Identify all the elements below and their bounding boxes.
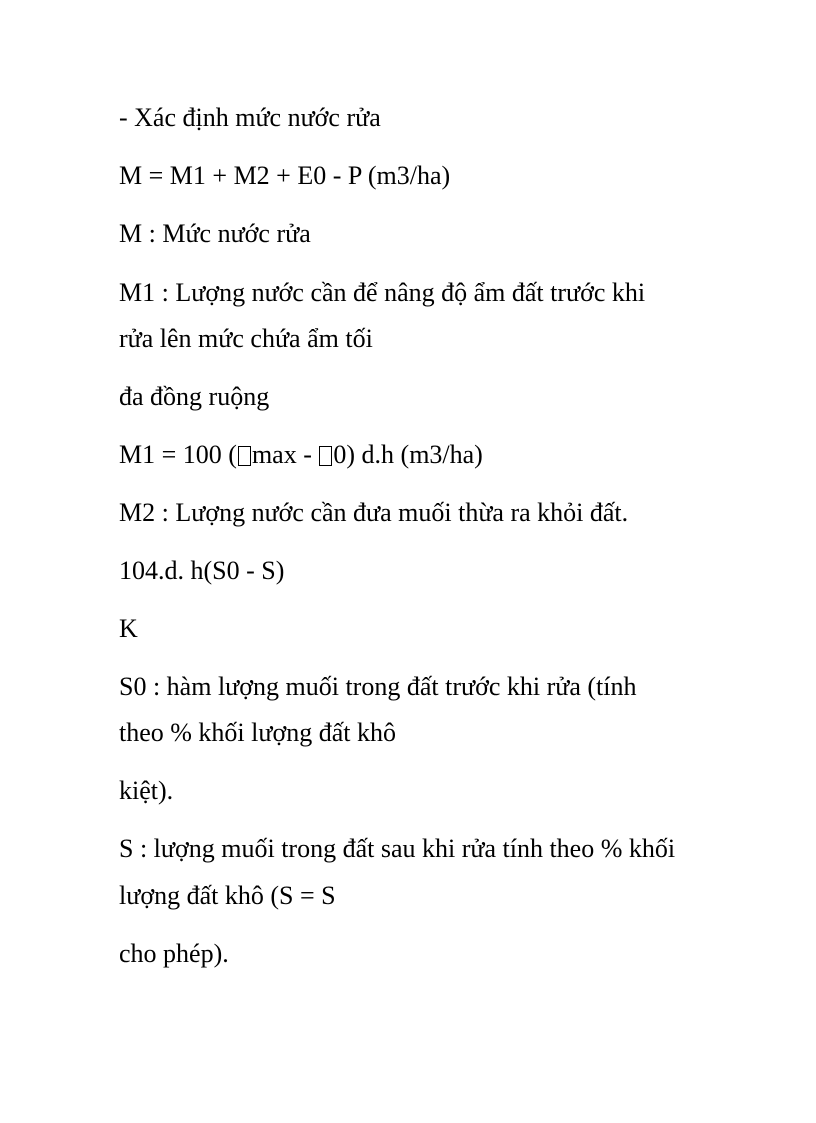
text-line-formula-m2-denominator: K: [119, 614, 138, 643]
text-line-s0-definition-cont: theo % khối lượng đất khô: [119, 718, 396, 747]
text-line-s-definition-end: cho phép).: [119, 939, 229, 968]
text-line-formula-m: M = M1 + M2 + E0 - P (m3/ha): [119, 161, 451, 190]
text-line-s-definition-cont: lượng đất khô (S = S: [119, 881, 336, 910]
text-line-m2-definition: M2 : Lượng nước cần đưa muối thừa ra khỏi đất.: [119, 498, 629, 527]
text-line-m1-definition: M1 : Lượng nước cần để nâng độ ẩm đất trước khi: [119, 278, 646, 307]
text-line-s-definition: S : lượng muối trong đất sau khi rửa tính theo % khối: [119, 834, 676, 863]
text-line-m1-definition-cont: rửa lên mức chứa ẩm tối: [119, 324, 373, 353]
formula-m1-part-1: M1 = 100 (: [119, 440, 237, 469]
text-line-formula-m1: [119, 438, 483, 472]
text-line-m-definition: M : Mức nước rửa: [119, 219, 311, 248]
formula-m1-part-2: max -: [251, 440, 319, 469]
text-line-formula-m2-numerator: 104.d. h(S0 - S): [119, 556, 285, 585]
text-line-heading: - Xác định mức nước rửa: [119, 103, 381, 132]
text-line-s0-definition-end: kiệt).: [119, 776, 174, 805]
text-line-s0-definition: S0 : hàm lượng muối trong đất trước khi rửa (tính: [119, 672, 637, 701]
formula-m1-part-3: 0) d.h (m3/ha): [333, 440, 483, 469]
missing-glyph-icon: [238, 446, 251, 466]
missing-glyph-icon: [319, 446, 332, 466]
text-line-m1-definition-end: đa đồng ruộng: [119, 382, 270, 411]
